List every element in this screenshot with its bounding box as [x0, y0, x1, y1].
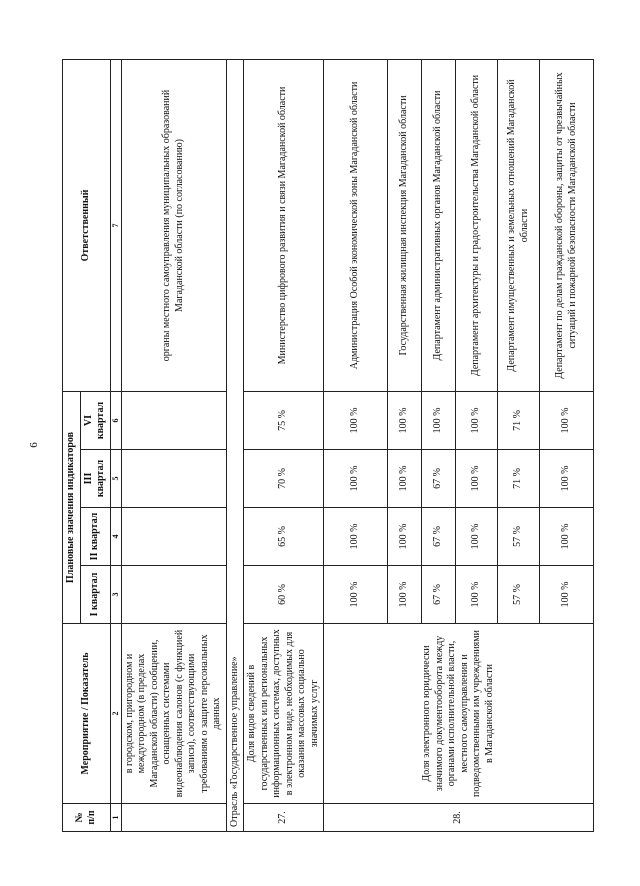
row-num-cell: 27.	[244, 804, 324, 832]
responsible-cell: Департамент административных органов Магаданской области	[422, 59, 456, 391]
value-cell: 100 %	[540, 391, 594, 449]
row-text-cell: Доля электронного юридически значимого документооборота между органами исполнительной власти, местного самоуправления и подведомственными им учреждениями в Магаданской области	[324, 624, 594, 804]
header-planned: Плановые значения индикаторов	[63, 391, 81, 623]
value-cell	[121, 450, 226, 508]
header-row	[63, 59, 81, 831]
value-cell: 75 %	[244, 391, 324, 449]
row-num-cell: 28.	[324, 804, 594, 832]
col-number: 4	[110, 508, 121, 566]
value-cell: 100 %	[324, 391, 388, 449]
value-cell: 100 %	[540, 450, 594, 508]
value-cell	[121, 391, 226, 449]
value-cell: 100 %	[388, 450, 422, 508]
value-cell: 67 %	[422, 450, 456, 508]
col-number: 5	[110, 450, 121, 508]
value-cell: 67 %	[422, 508, 456, 566]
responsible-cell: Администрация Особой экономической зоны Магаданской области	[324, 59, 388, 391]
value-cell: 100 %	[540, 508, 594, 566]
table-row	[244, 59, 324, 831]
row-text-cell: в городском, пригородном и междугородном (в пределах Магаданской области) сообщении, оснащенных системами видеонаблюдения салонов (с функцией записи), соответствующими требованиям о защите персональных данных	[121, 624, 226, 804]
value-cell: 60 %	[244, 566, 324, 624]
value-cell: 100 %	[324, 566, 388, 624]
value-cell: 100 %	[388, 566, 422, 624]
value-cell: 57 %	[498, 566, 540, 624]
value-cell: 67 %	[422, 566, 456, 624]
responsible-cell: органы местного самоуправления муниципальных образований Магаданской области (по согласованию)	[121, 59, 226, 391]
table-row	[324, 59, 388, 831]
value-cell: 100 %	[540, 566, 594, 624]
header-num: № п/п	[63, 804, 111, 832]
value-cell: 100 %	[456, 450, 498, 508]
responsible-cell: Департамент по делам гражданской обороны, защиты от чрезвычайных ситуаций и пожарной безопасности Магаданской области	[540, 59, 594, 391]
value-cell: 100 %	[388, 391, 422, 449]
value-cell: 57 %	[498, 508, 540, 566]
section-title: Отрасль «Государственное управление»	[226, 59, 244, 831]
header-q2: II квартал	[80, 508, 110, 566]
value-cell: 100 %	[422, 391, 456, 449]
value-cell: 100 %	[456, 566, 498, 624]
responsible-cell: Министерство цифрового развития и связи Магаданской области	[244, 59, 324, 391]
column-numbers-row	[110, 59, 121, 831]
value-cell: 65 %	[244, 508, 324, 566]
value-cell: 100 %	[456, 508, 498, 566]
value-cell	[121, 566, 226, 624]
col-number: 1	[110, 804, 121, 832]
col-number: 2	[110, 624, 121, 804]
table-row	[121, 59, 226, 831]
header-measure: Мероприятие / Показатель	[63, 624, 111, 804]
responsible-cell: Государственная жилищная инспекция Магаданской области	[388, 59, 422, 391]
col-number: 7	[110, 59, 121, 391]
value-cell: 100 %	[456, 391, 498, 449]
value-cell: 100 %	[388, 508, 422, 566]
header-responsible: Ответственный	[63, 59, 111, 391]
value-cell: 71 %	[498, 391, 540, 449]
indicators-table	[62, 59, 594, 832]
value-cell: 70 %	[244, 450, 324, 508]
value-cell: 71 %	[498, 450, 540, 508]
section-row	[226, 59, 244, 831]
rotated-table-wrapper	[62, 60, 602, 832]
col-number: 6	[110, 391, 121, 449]
responsible-cell: Департамент имущественных и земельных отношений Магаданской области	[498, 59, 540, 391]
header-q3: III квартал	[80, 450, 110, 508]
value-cell: 100 %	[324, 450, 388, 508]
value-cell: 100 %	[324, 508, 388, 566]
responsible-cell: Департамент архитектуры и градостроительства Магаданской области	[456, 59, 498, 391]
page-number: 6	[28, 442, 40, 448]
row-text-cell: Доля видов сведений в государственных или региональных информационных системах, доступных в электронном виде, необходимых для оказания массовых социально значимых услуг	[244, 624, 324, 804]
col-number: 3	[110, 566, 121, 624]
row-num-cell	[121, 804, 226, 832]
header-q4: VI квартал	[80, 391, 110, 449]
header-q1: I квартал	[80, 566, 110, 624]
value-cell	[121, 508, 226, 566]
